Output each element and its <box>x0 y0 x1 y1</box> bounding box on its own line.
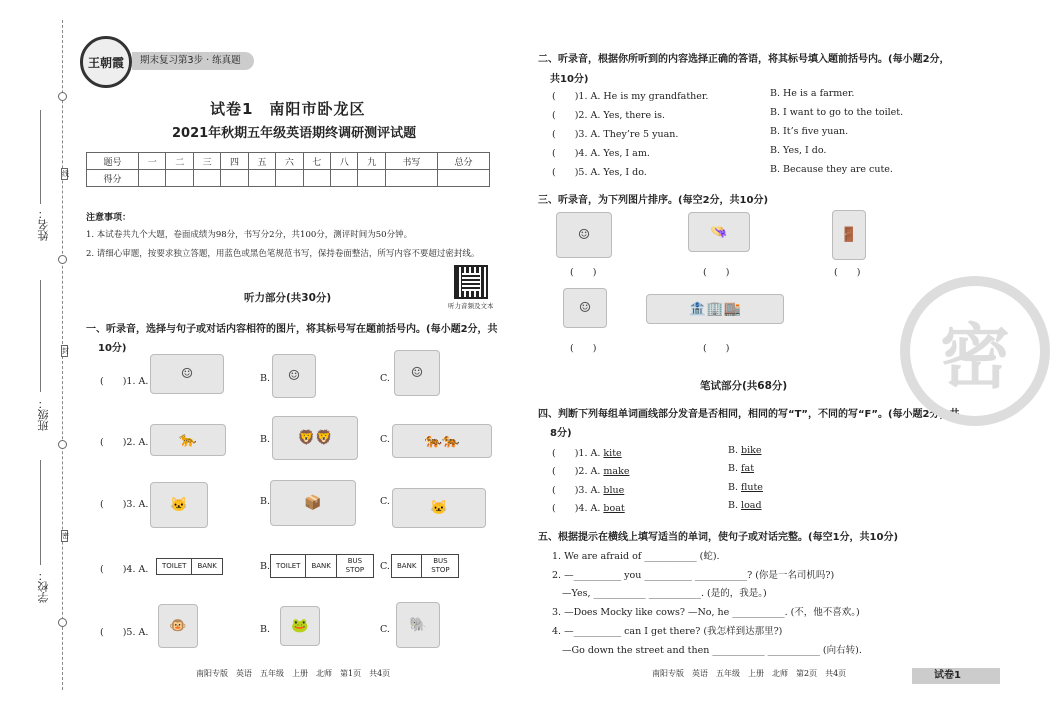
man-picture: ☺ <box>272 354 316 398</box>
exam-title: 试卷1 南阳市卧龙区 <box>210 100 366 118</box>
q4-item-a <box>552 445 622 459</box>
q4-word: load <box>741 500 762 511</box>
qr-code-icon[interactable] <box>454 265 488 299</box>
score-input-cell[interactable] <box>221 170 248 187</box>
q4-item-b <box>728 482 763 493</box>
table-cell: 得分 <box>87 170 139 187</box>
q4-item-a <box>552 500 625 514</box>
door-picture: 🚪 <box>832 210 866 260</box>
binding-hole <box>58 255 67 264</box>
q2-item-a: ( )2. A. Yes, there is. <box>552 110 666 121</box>
seal-stamp: 密 <box>62 532 69 540</box>
seal-stamp: 封 <box>62 347 69 355</box>
q1-option-c: C. <box>380 434 390 445</box>
q4-prefix: ( )4. A. <box>552 503 604 514</box>
q4-prefix: B. <box>728 482 742 493</box>
sign-label: BUS STOP <box>345 557 365 574</box>
score-table <box>86 152 490 187</box>
name-line <box>40 110 41 204</box>
q3-answer-blank[interactable]: ( ) <box>834 267 861 278</box>
box-on-table-picture: 📦 <box>270 480 356 526</box>
table-cell: 书写 <box>385 153 437 170</box>
score-input-cell[interactable] <box>385 170 437 187</box>
q1-option-b: B. <box>260 496 271 507</box>
table-cell: 二 <box>166 153 193 170</box>
school-line <box>40 460 41 565</box>
q5-line[interactable]: 4. —__________ can I get there? (我怎样到达那里?) <box>552 626 783 637</box>
q1-option-c: C. <box>380 624 390 635</box>
table-row <box>87 170 490 187</box>
q5-title: 五、根据提示在横线上填写适当的单词，使句子或对话完整。(每空1分，共10分) <box>538 532 899 543</box>
sign-label: TOILET <box>271 555 306 577</box>
table-cell: 八 <box>331 153 358 170</box>
q5-line[interactable]: 2. —__________ you __________ ___________? (你是一名司机吗?) <box>552 570 835 581</box>
q3-title: 三、听录音，为下列图片排序。(每空2分，共10分) <box>538 195 769 206</box>
q1-option-b: B. <box>260 561 271 572</box>
q4-word: kite <box>603 448 622 459</box>
lions-picture: 🦁🦁 <box>272 416 358 460</box>
score-input-cell[interactable] <box>276 170 303 187</box>
class-line <box>40 280 41 392</box>
q1-option-c: C. <box>380 496 390 507</box>
q3-answer-blank[interactable]: ( ) <box>570 267 597 278</box>
note-1: 1. 本试卷共九个大题，卷面成绩为98分，书写分2分，共100分，测评时间为50分钟。 <box>86 230 413 240</box>
score-input-cell[interactable] <box>358 170 385 187</box>
q2-item-a: ( )1. A. He is my grandfather. <box>552 91 709 102</box>
q4-item-b <box>728 500 762 511</box>
table-cell: 四 <box>221 153 248 170</box>
q1-item: ( )2. A. <box>100 437 149 448</box>
q1-title-cont: 10分) <box>98 343 127 354</box>
table-cell: 题号 <box>87 153 139 170</box>
q3-answer-blank[interactable]: ( ) <box>570 343 597 354</box>
sign-label: TOILET <box>157 559 192 574</box>
q2-item-b: B. I want to go to the toilet. <box>770 107 904 118</box>
q1-title: 一、听录音，选择与句子或对话内容相符的图片，将其标号写在题前括号内。(每小题2分，共 <box>86 324 498 335</box>
cat-in-box-picture: 🐱 <box>150 482 208 528</box>
q1-option-b: B. <box>260 624 271 635</box>
elephant-picture: 🐘 <box>396 602 440 648</box>
q2-item-b: B. He is a farmer. <box>770 88 855 99</box>
frog-picture: 🐸 <box>280 606 320 646</box>
q2-item-b: B. Because they are cute. <box>770 164 893 175</box>
q2-title: 二、听录音，根据你所听到的内容选择正确的答语，将其标号填入题前括号内。(每小题2分， <box>538 54 950 65</box>
qr-caption: 听力音频及文本 <box>448 302 494 310</box>
buildings-picture: 🏦🏢🏬 <box>646 294 784 324</box>
score-input-cell[interactable] <box>139 170 166 187</box>
q4-prefix: B. <box>728 500 742 511</box>
listening-section-title: 听力部分(共30分) <box>244 292 332 304</box>
q1-option-b: B. <box>260 373 271 384</box>
monkey-picture: 🐵 <box>158 604 198 648</box>
footer-right: 南阳专版 英语 五年级 上册 北师 第2页 共4页 <box>652 669 847 678</box>
table-cell: 五 <box>248 153 275 170</box>
table-cell: 一 <box>139 153 166 170</box>
q4-item-a <box>552 482 624 496</box>
seal-stamp: 线 <box>62 170 69 178</box>
table-cell: 三 <box>193 153 220 170</box>
q2-item-b: B. It’s five yuan. <box>770 126 849 137</box>
q4-word: bike <box>741 445 762 456</box>
leopard-picture: 🐆 <box>150 424 226 456</box>
note-2: 2. 请细心审题，按要求独立答题，用蓝色或黑色笔规范书写，保持卷面整洁，所写内容不要超过密封线。 <box>86 249 480 259</box>
woman-picture: ☺ <box>563 288 607 328</box>
table-row <box>87 153 490 170</box>
q4-word: flute <box>741 482 763 493</box>
binding-hole <box>58 440 67 449</box>
q4-word: fat <box>741 463 755 474</box>
writing-section-title: 笔试部分(共68分) <box>700 380 788 392</box>
table-cell: 九 <box>358 153 385 170</box>
binding-hole <box>58 92 67 101</box>
q4-item-b <box>728 445 762 456</box>
name-label: 姓名： <box>37 208 50 241</box>
signs-picture-b <box>270 554 374 578</box>
q4-item-a <box>552 463 629 477</box>
q5-line[interactable]: —Yes, ___________ ___________. (是的，我是。) <box>562 588 767 599</box>
q4-title-cont: 8分) <box>550 428 572 439</box>
tigers-picture: 🐅🐅 <box>392 424 492 458</box>
q2-item-a: ( )3. A. They’re 5 yuan. <box>552 129 679 140</box>
q3-answer-blank[interactable]: ( ) <box>703 267 730 278</box>
review-step-banner: 期末复习第3步 · 练真题 <box>132 52 254 70</box>
notes-title: 注意事项： <box>86 213 132 223</box>
seal-watermark: 密 <box>900 276 1050 426</box>
brand-logo: 王朝霞 <box>80 36 132 88</box>
table-cell: 总分 <box>437 153 489 170</box>
exam-subtitle: 2021年秋期五年级英语期终调研测评试题 <box>172 126 417 141</box>
q5-line[interactable]: 1. We are afraid of ___________ (蛇). <box>552 551 720 562</box>
sign-label: BANK <box>197 562 217 570</box>
q1-option-c: C. <box>380 373 390 384</box>
score-input-cell[interactable] <box>193 170 220 187</box>
signs-picture-c <box>391 554 459 578</box>
sign-label: BANK <box>306 555 336 577</box>
score-input-cell[interactable] <box>437 170 489 187</box>
q1-item: ( )4. A. <box>100 564 149 575</box>
q4-prefix: ( )2. A. <box>552 466 604 477</box>
q2-title-cont: 共10分) <box>550 74 589 85</box>
q4-prefix: ( )3. A. <box>552 485 604 496</box>
q1-item: ( )1. A. <box>100 376 149 387</box>
score-input-cell[interactable] <box>303 170 330 187</box>
table-cell: 七 <box>303 153 330 170</box>
class-label: 班级： <box>37 398 50 431</box>
q2-item-a: ( )5. A. Yes, I do. <box>552 167 647 178</box>
girl-eating-picture: ☺ <box>556 212 612 258</box>
table-cell: 六 <box>276 153 303 170</box>
family-picture: ☺ <box>394 350 440 396</box>
q4-word: blue <box>603 485 625 496</box>
q4-item-b <box>728 463 754 474</box>
score-input-cell[interactable] <box>248 170 275 187</box>
farm-boy-picture: ☺ <box>150 354 224 394</box>
q4-word: boat <box>603 503 625 514</box>
sign-label: BANK <box>392 555 422 577</box>
q1-item: ( )5. A. <box>100 627 149 638</box>
hat-picture: 👒 <box>688 212 750 252</box>
q5-line[interactable]: —Go down the street and then ___________ ___________ (向右转). <box>562 645 862 656</box>
q4-prefix: ( )1. A. <box>552 448 604 459</box>
q1-option-c: C. <box>380 561 390 572</box>
q2-item-b: B. Yes, I do. <box>770 145 827 156</box>
q5-line[interactable]: 3. —Does Mocky like cows? —No, he ___________. (不，他不喜欢。) <box>552 607 860 618</box>
q1-item: ( )3. A. <box>100 499 149 510</box>
q3-answer-blank[interactable]: ( ) <box>703 343 730 354</box>
sign-label: BUS STOP <box>431 557 450 574</box>
cat-under-table-picture: 🐱 <box>392 488 486 528</box>
signs-picture-a <box>156 558 223 575</box>
school-label: 学校： <box>37 570 50 603</box>
score-input-cell[interactable] <box>166 170 193 187</box>
paper-tag: 试卷1 <box>912 668 1000 684</box>
score-input-cell[interactable] <box>331 170 358 187</box>
q4-title: 四、判断下列每组单词画线部分发音是否相同，相同的写“T”，不同的写“F”。(每小题2分，共 <box>538 409 960 420</box>
q4-prefix: B. <box>728 445 742 456</box>
q4-word: make <box>603 466 630 477</box>
binding-hole <box>58 618 67 627</box>
q2-item-a: ( )4. A. Yes, I am. <box>552 148 650 159</box>
q1-option-b: B. <box>260 434 271 445</box>
q4-prefix: B. <box>728 463 742 474</box>
footer-left: 南阳专版 英语 五年级 上册 北师 第1页 共4页 <box>196 669 391 678</box>
